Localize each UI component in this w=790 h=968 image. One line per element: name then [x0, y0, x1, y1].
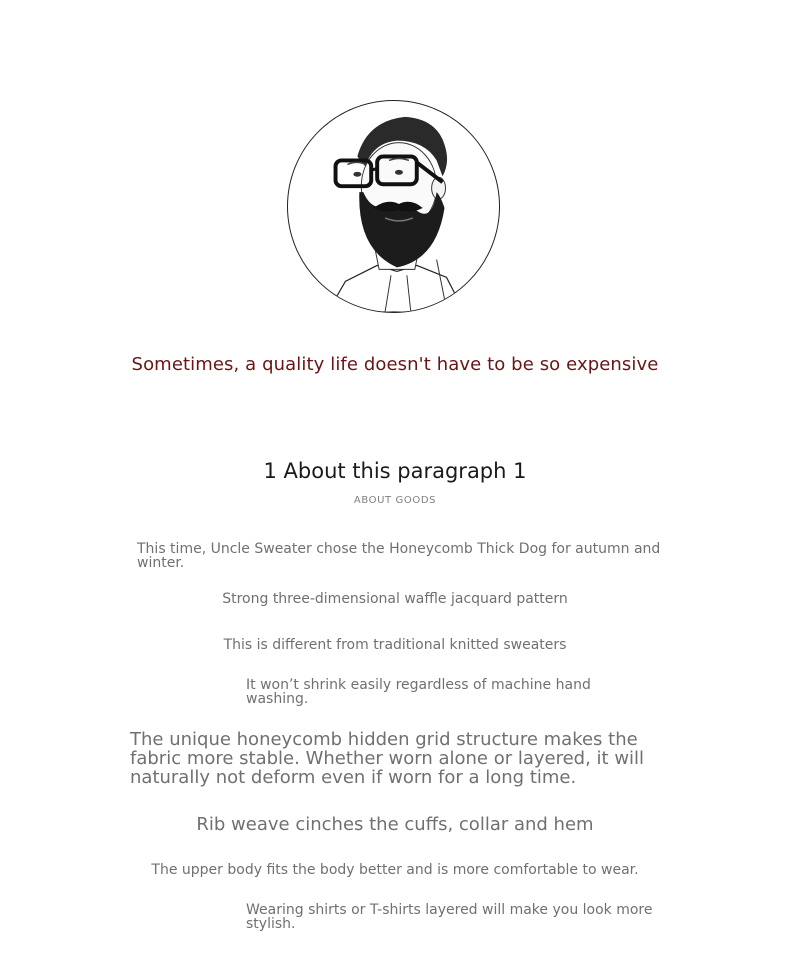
tagline: Sometimes, a quality life doesn't have to be so expensive: [131, 354, 659, 375]
paragraph: This is different from traditional knitted sweaters: [223, 637, 567, 653]
paragraph: This time, Uncle Sweater chose the Honeycomb Thick Dog for autumn and winter.: [137, 541, 661, 571]
avatar: [287, 100, 500, 313]
paragraph: The upper body fits the body better and is more comfortable to wear.: [151, 862, 639, 878]
paragraph: Strong three-dimensional waffle jacquard pattern: [222, 591, 568, 607]
bearded-man-illustration: [288, 101, 499, 312]
paragraph-large: The unique honeycomb hidden grid structure makes the fabric more stable. Whether worn alone or layered, it will naturally not deform even if worn for a long time.: [130, 729, 645, 788]
paragraph-large: Rib weave cinches the cuffs, collar and hem: [196, 814, 594, 835]
section-title: 1 About this paragraph 1: [263, 459, 527, 483]
section-subtitle: ABOUT GOODS: [353, 495, 437, 506]
paragraph: It won’t shrink easily regardless of machine hand washing.: [246, 677, 591, 707]
paragraph: Wearing shirts or T-shirts layered will make you look more stylish.: [246, 902, 653, 932]
